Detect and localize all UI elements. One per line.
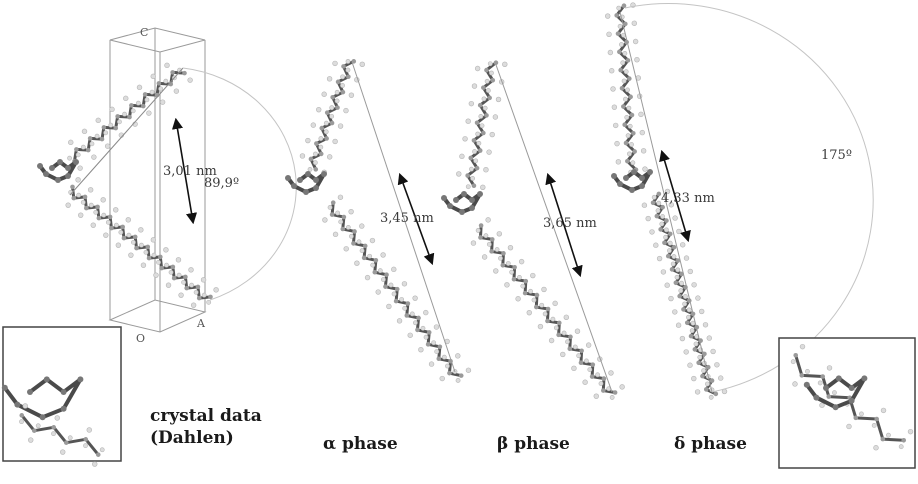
alpha-molecule: [285, 59, 471, 383]
crystal-caption-line1: crystal data: [150, 406, 262, 426]
delta-length-label: 4,33 nm: [661, 191, 715, 206]
beta-caption: β phase: [497, 434, 570, 454]
axis-c-label: C: [140, 26, 149, 39]
crystal-molecule: [37, 63, 219, 308]
delta-angle-label: 175º: [821, 148, 852, 163]
crystal-angle-label: 89,9º: [204, 176, 240, 191]
axis-a-label: A: [197, 317, 205, 330]
crystal-angle-arc: [183, 68, 296, 300]
delta-caption: δ phase: [674, 434, 747, 454]
axis-o-label: O: [136, 332, 146, 345]
crystal-inset: [2, 327, 121, 466]
crystal-panel: [37, 26, 296, 345]
delta-inset: [779, 338, 915, 468]
alpha-length-label: 3,45 nm: [380, 211, 434, 226]
beta-panel: [441, 60, 625, 399]
crystal-length-label: 3,01 nm: [163, 164, 217, 179]
crystal-caption-line2: (Dahlen): [150, 428, 234, 448]
alpha-panel: [285, 59, 471, 383]
alpha-caption: α phase: [323, 434, 398, 454]
beta-length-label: 3,65 nm: [543, 216, 597, 231]
